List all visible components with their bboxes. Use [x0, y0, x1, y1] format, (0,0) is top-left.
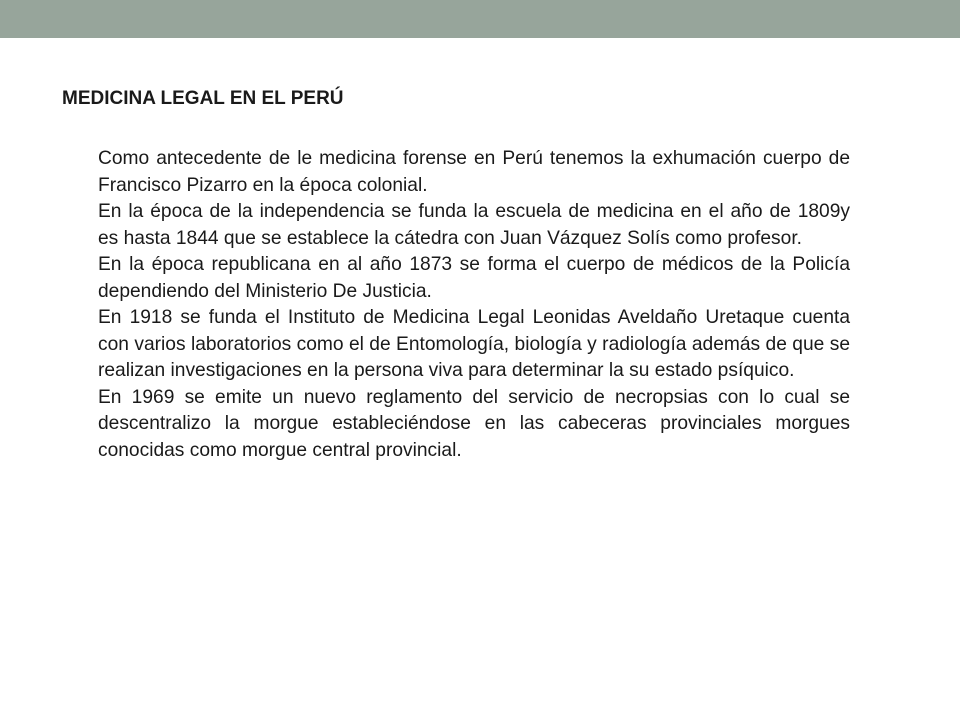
paragraph-colonial: Como antecedente de le medicina forense en Perú tenemos la exhumación cuerpo de Francisco Pizarro en la época colonial. [98, 148, 850, 196]
top-band [0, 0, 960, 38]
slide-title: MEDICINA LEGAL EN EL PERÚ [62, 88, 344, 109]
paragraph-regulation-1969: En 1969 se emite un nuevo reglamento del servicio de necropsias con lo cual se descentralizo la morgue estableciéndose en las cabeceras provinciales morgues conocidas como morgue central provincial. [98, 386, 850, 461]
paragraph-independence: En la época de la independencia se funda la escuela de medicina en el año de 1809y es hasta 1844 que se establece la cátedra con Juan Vázquez Solís como profesor. [98, 201, 850, 249]
paragraph-institute-1918: En 1918 se funda el Instituto de Medicina Legal Leonidas Aveldaño Uretaque cuenta con varios laboratorios como el de Entomología, biología y radiología además de que se realizan investigaciones en la persona viva para determinar la su estado psíquico. [98, 307, 850, 381]
slide-body [98, 146, 850, 464]
paragraph-republican: En la época republicana en al año 1873 se forma el cuerpo de médicos de la Policía dependiendo del Ministerio De Justicia. [98, 254, 850, 302]
